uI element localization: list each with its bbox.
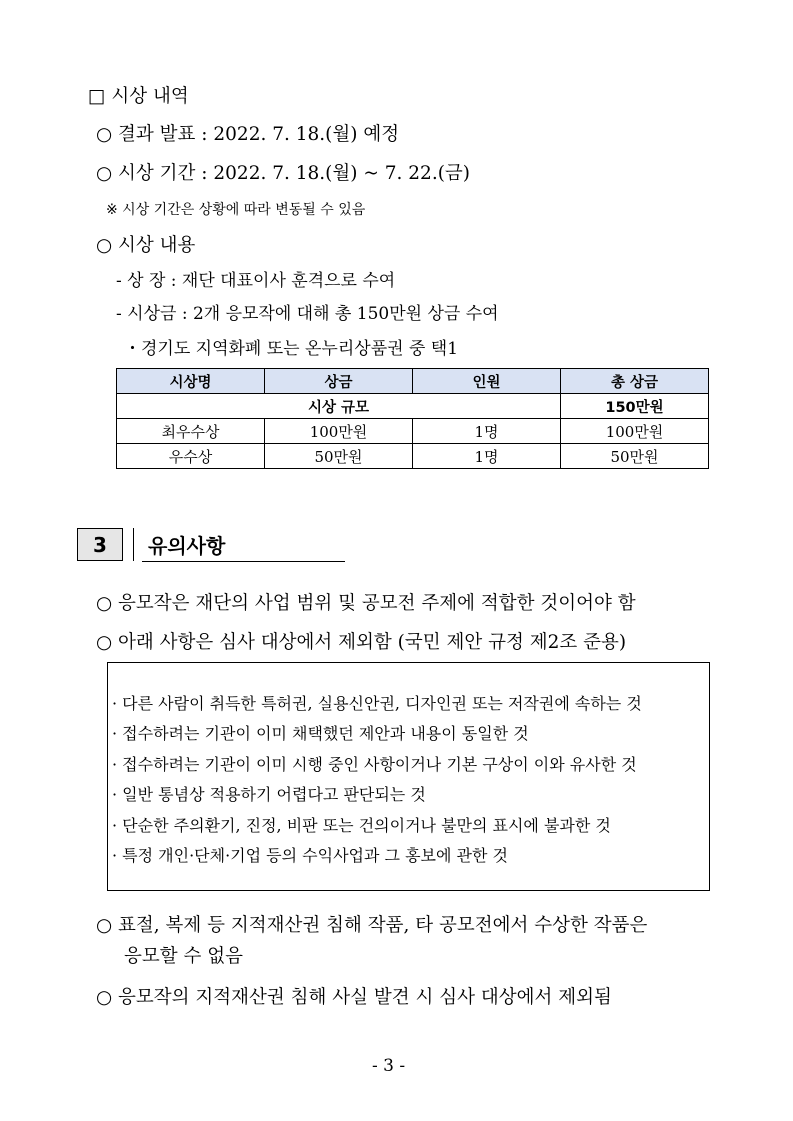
- section-divider: [133, 528, 134, 561]
- award-heading: □ 시상 내역: [88, 86, 189, 107]
- scale-label-cell: 시상 규모: [117, 394, 561, 419]
- table-cell: 50만원: [265, 444, 413, 469]
- table-cell: 1명: [413, 419, 561, 444]
- award-table: [116, 368, 709, 469]
- table-row: [117, 419, 709, 444]
- exclusion-item: · 특정 개인·단체·기업 등의 수익사업과 그 홍보에 관한 것: [112, 846, 508, 865]
- table-row: [117, 444, 709, 469]
- table-header-cell: 인원: [413, 369, 561, 394]
- certificate-line: - 상 장 : 재단 대표이사 훈격으로 수여: [116, 271, 396, 291]
- table-cell: 최우수상: [117, 419, 265, 444]
- exclusion-item: · 접수하려는 기관이 이미 시행 중인 사항이거나 기본 구상이 이와 유사한 것: [112, 755, 637, 774]
- prize-money-line: - 시상금 : 2개 응모작에 대해 총 150만원 상금 수여: [116, 304, 499, 324]
- award-table-header-row: [117, 369, 709, 394]
- notice-item-2: ○ 아래 사항은 심사 대상에서 제외함 (국민 제안 규정 제2조 준용): [96, 632, 627, 653]
- table-header-cell: 시상명: [117, 369, 265, 394]
- scale-total-cell: 150만원: [561, 394, 709, 419]
- exclusion-item: · 일반 통념상 적용하기 어렵다고 판단되는 것: [112, 785, 426, 804]
- notice-item-1: ○ 응모작은 재단의 사업 범위 및 공모전 주제에 적합한 것이어야 함: [96, 593, 636, 614]
- table-cell: 100만원: [265, 419, 413, 444]
- section-title-underline: [142, 561, 345, 562]
- award-scale-row: [117, 394, 709, 419]
- table-cell: 50만원: [561, 444, 709, 469]
- award-period-line: ○ 시상 기간 : 2022. 7. 18.(월) ~ 7. 22.(금): [96, 163, 471, 184]
- prize-choice-line: ・경기도 지역화폐 또는 온누리상품권 중 택1: [124, 339, 459, 359]
- period-note: ※ 시상 기간은 상황에 따라 변동될 수 있음: [106, 202, 366, 218]
- notice-item-3-line-2: 응모할 수 없음: [124, 946, 243, 967]
- result-announce-line: ○ 결과 발표 : 2022. 7. 18.(월) 예정: [96, 124, 400, 145]
- table-cell: 100만원: [561, 419, 709, 444]
- notice-item-3-line-1: ○ 표절, 복제 등 지적재산권 침해 작품, 타 공모전에서 수상한 작품은: [96, 915, 648, 936]
- exclusion-item: · 다른 사람이 취득한 특허권, 실용신안권, 디자인권 또는 저작권에 속하는 것: [112, 694, 642, 713]
- award-content-line: ○ 시상 내용: [96, 235, 196, 256]
- table-header-cell: 총 상금: [561, 369, 709, 394]
- table-cell: 1명: [413, 444, 561, 469]
- section-number-badge: 3: [77, 528, 123, 561]
- exclusion-item: · 접수하려는 기관이 이미 채택했던 제안과 내용이 동일한 것: [112, 724, 529, 743]
- page-number: - 3 -: [372, 1056, 406, 1076]
- exclusion-item: · 단순한 주의환기, 진정, 비판 또는 건의이거나 불만의 표시에 불과한 것: [112, 816, 611, 835]
- table-cell: 우수상: [117, 444, 265, 469]
- table-header-cell: 상금: [265, 369, 413, 394]
- notice-item-4: ○ 응모작의 지적재산권 침해 사실 발견 시 심사 대상에서 제외됨: [96, 987, 612, 1008]
- section-title: 유의사항: [148, 534, 226, 558]
